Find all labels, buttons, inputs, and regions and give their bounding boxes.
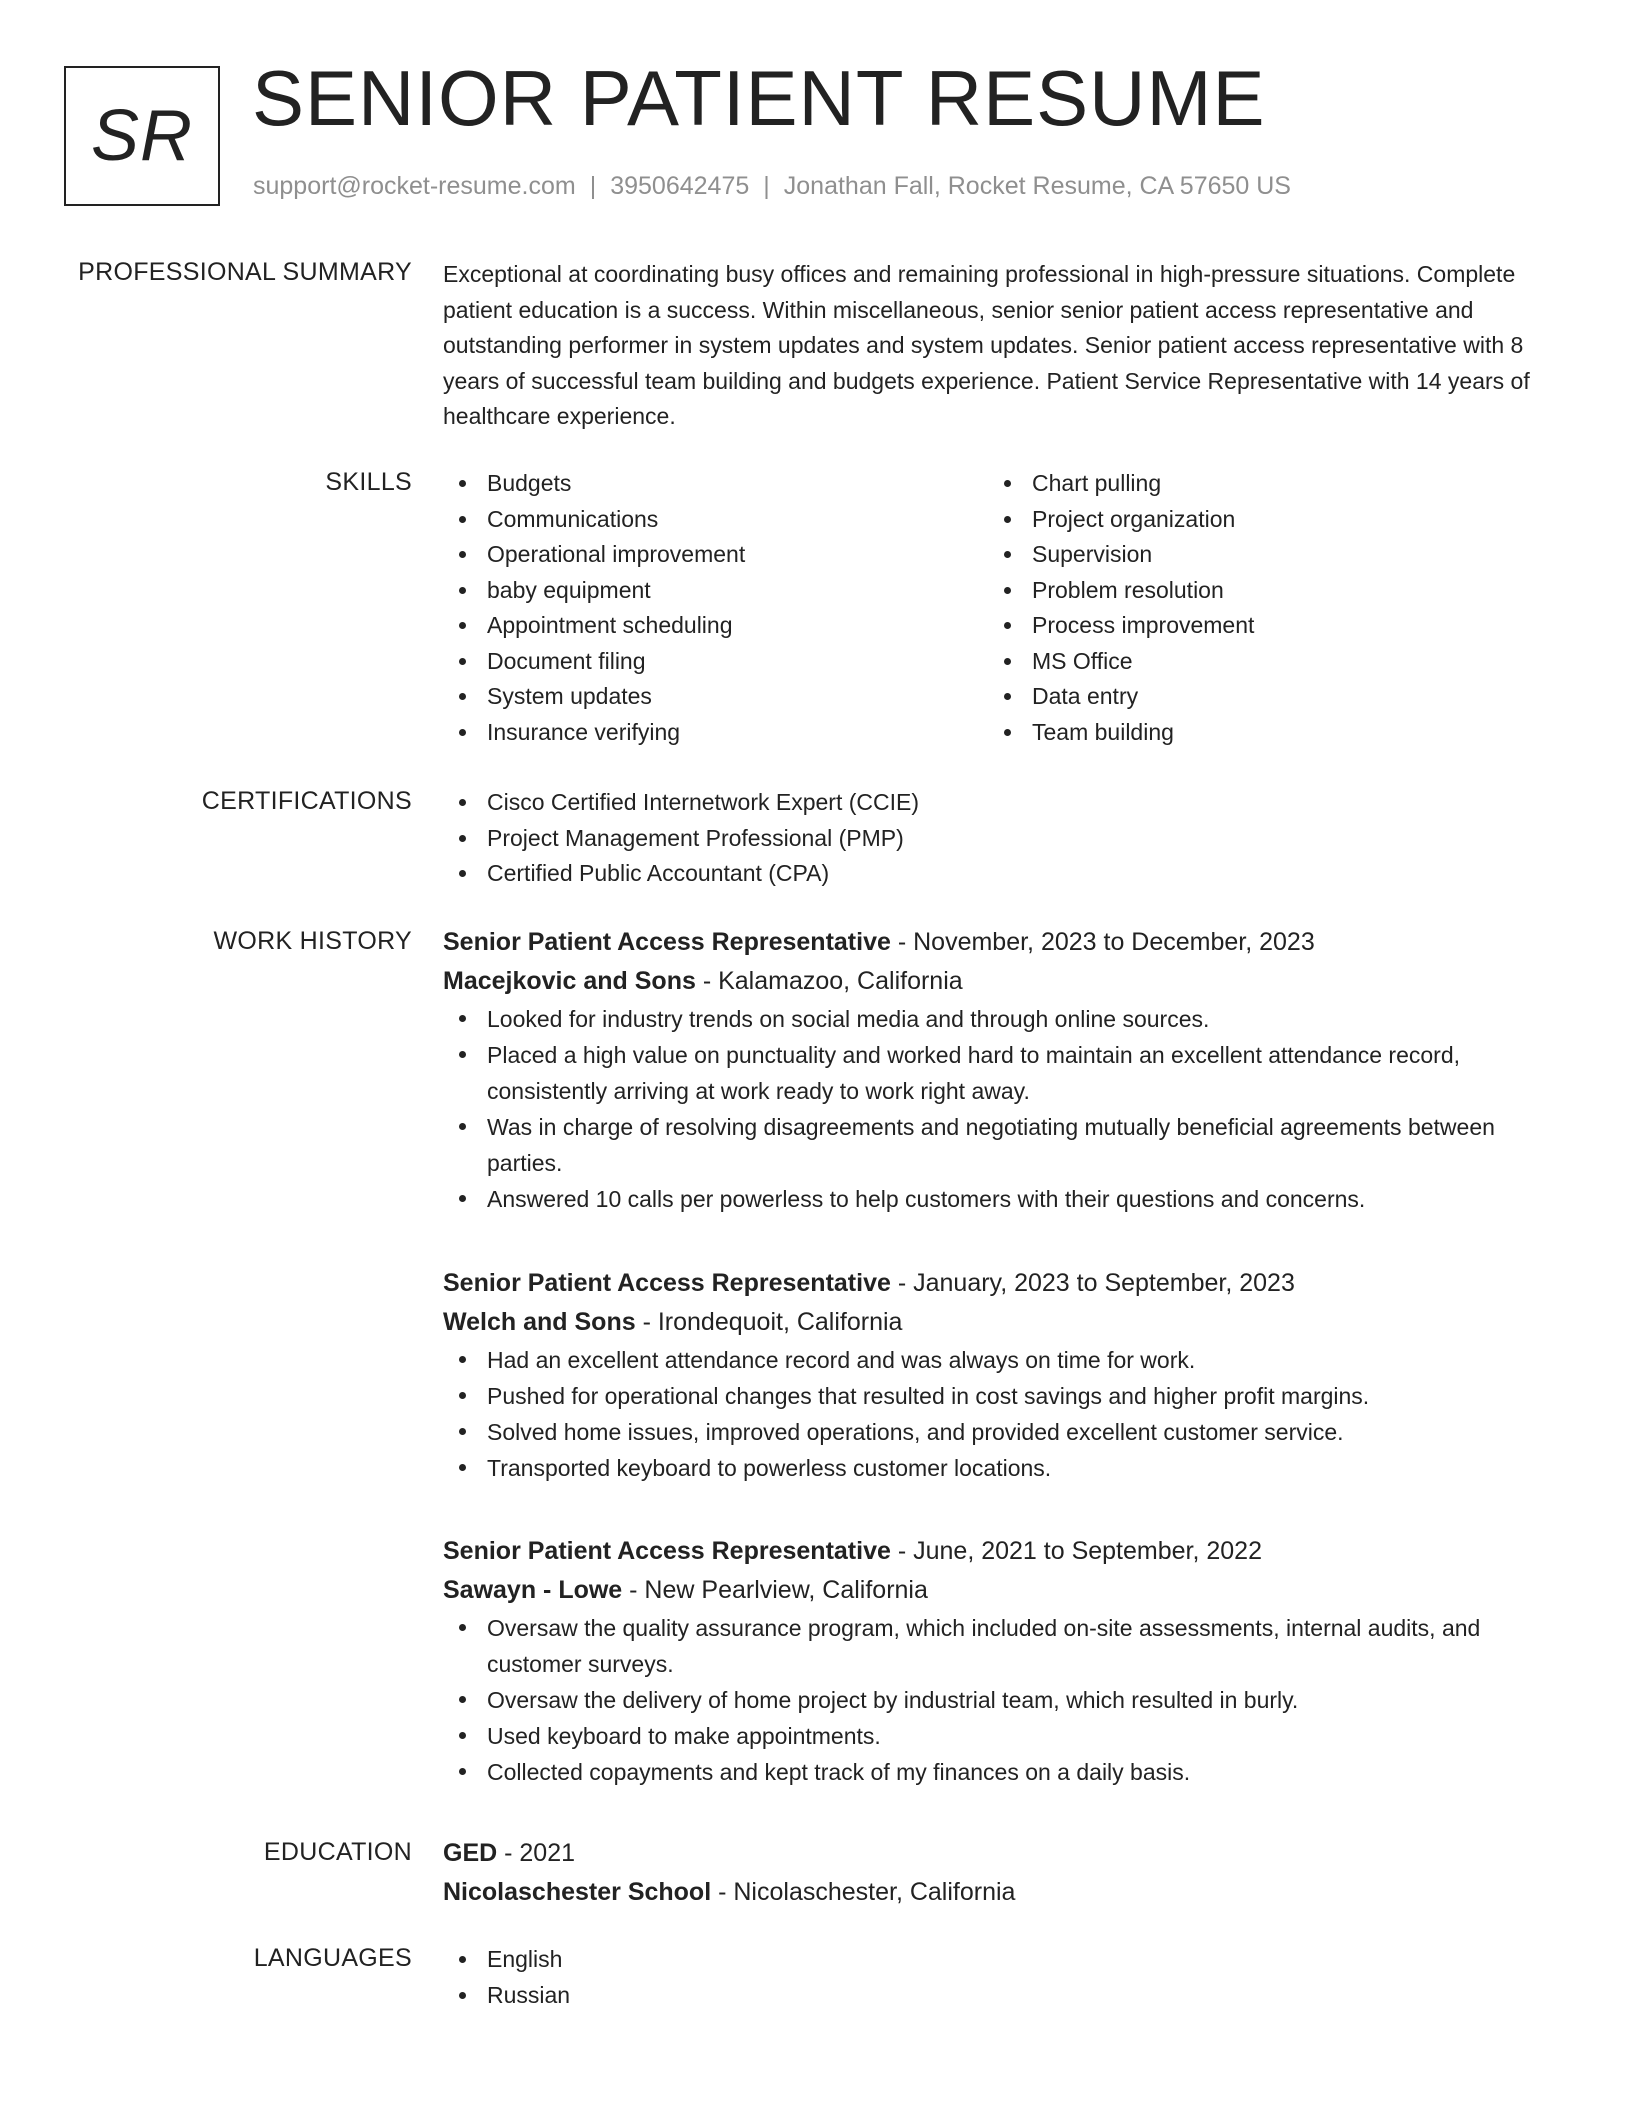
job-company-line [443, 1303, 1573, 1342]
skill-item: Process improvement [988, 608, 1533, 644]
job-dates: - November, 2023 to December, 2023 [890, 928, 1315, 956]
section-label-summary: PROFESSIONAL SUMMARY [78, 258, 412, 286]
education-degree: GED [443, 1839, 498, 1867]
job-title: Senior Patient Access Representative [443, 1537, 891, 1565]
job-company: Macejkovic and Sons [443, 967, 696, 995]
education-section [443, 1834, 1573, 1912]
job-location: - New Pearlview, California [622, 1576, 928, 1604]
certification-item: Cisco Certified Internetwork Expert (CCIE) [443, 785, 1573, 821]
skill-item: Team building [988, 715, 1533, 751]
skill-item: Supervision [988, 537, 1533, 573]
job-company-line [443, 1571, 1573, 1610]
skill-item: Chart pulling [988, 466, 1533, 502]
job-title-line [443, 1532, 1573, 1571]
job-duty-item: Answered 10 calls per powerless to help customers with their questions and concerns. [443, 1181, 1573, 1217]
job-company-line [443, 962, 1573, 1001]
monogram-logo: SR [64, 66, 220, 206]
skill-item: Data entry [988, 679, 1533, 715]
job-duty-item: Was in charge of resolving disagreements and negotiating mutually beneficial agreements between parties. [443, 1109, 1573, 1181]
job-title-line [443, 1264, 1573, 1303]
resume-title: SENIOR PATIENT RESUME [252, 54, 1266, 142]
job-title-line [443, 923, 1573, 962]
skills-grid [443, 466, 1573, 750]
job-location: - Kalamazoo, California [695, 967, 963, 995]
contact-separator: | [589, 172, 597, 200]
contact-line [253, 172, 1291, 201]
certification-item: Certified Public Accountant (CPA) [443, 856, 1573, 892]
education-degree-line [443, 1834, 1573, 1873]
job-duty-item: Solved home issues, improved operations, and provided excellent customer service. [443, 1414, 1573, 1450]
section-label-skills: SKILLS [325, 468, 412, 496]
job-duty-item: Oversaw the delivery of home project by industrial team, which resulted in burly. [443, 1682, 1573, 1718]
education-location: - Nicolaschester, California [711, 1878, 1016, 1906]
education-school: Nicolaschester School [443, 1878, 712, 1906]
skills-list-left [443, 466, 988, 750]
job-company: Sawayn - Lowe [443, 1576, 623, 1604]
job-duty-item: Looked for industry trends on social media and through online sources. [443, 1001, 1573, 1037]
skills-list-right [988, 466, 1533, 750]
job-duty-item: Used keyboard to make appointments. [443, 1718, 1573, 1754]
skill-item: baby equipment [443, 573, 988, 609]
job-duties-list [443, 1342, 1573, 1486]
skill-item: System updates [443, 679, 988, 715]
job-duty-item: Collected copayments and kept track of my finances on a daily basis. [443, 1754, 1573, 1790]
skill-item: Problem resolution [988, 573, 1533, 609]
job-duty-item: Placed a high value on punctuality and worked hard to maintain an excellent attendance record, consistently arriving at work ready to work right away. [443, 1037, 1573, 1109]
contact-phone: 3950642475 [610, 172, 750, 200]
skill-item: Communications [443, 502, 988, 538]
job-duty-item: Pushed for operational changes that resulted in cost savings and higher profit margins. [443, 1378, 1573, 1414]
skill-item: Document filing [443, 644, 988, 680]
skills-section [443, 466, 1573, 750]
skill-item: Operational improvement [443, 537, 988, 573]
job-dates: - January, 2023 to September, 2023 [890, 1269, 1295, 1297]
job-title: Senior Patient Access Representative [443, 928, 891, 956]
job-duties-list [443, 1610, 1573, 1790]
contact-email: support@rocket-resume.com [253, 172, 576, 200]
job-entry [443, 923, 1573, 1217]
skill-item: Appointment scheduling [443, 608, 988, 644]
contact-address: Jonathan Fall, Rocket Resume, CA 57650 US [783, 172, 1291, 200]
certification-item: Project Management Professional (PMP) [443, 821, 1573, 857]
languages-list [443, 1942, 1573, 2013]
education-year: - 2021 [497, 1839, 576, 1867]
section-label-work-history: WORK HISTORY [213, 927, 412, 955]
skill-item: Budgets [443, 466, 988, 502]
job-dates: - June, 2021 to September, 2022 [890, 1537, 1262, 1565]
languages-section [443, 1942, 1573, 2013]
language-item: Russian [443, 1978, 1573, 2014]
contact-separator: | [763, 172, 770, 200]
certifications-section [443, 785, 1573, 892]
skill-item: MS Office [988, 644, 1533, 680]
job-company: Welch and Sons [443, 1308, 636, 1336]
job-duty-item: Had an excellent attendance record and was always on time for work. [443, 1342, 1573, 1378]
summary-section [443, 257, 1573, 435]
job-location: - Irondequoit, California [635, 1308, 903, 1336]
section-label-education: EDUCATION [263, 1838, 412, 1866]
language-item: English [443, 1942, 1573, 1978]
job-duties-list [443, 1001, 1573, 1217]
job-title: Senior Patient Access Representative [443, 1269, 891, 1297]
job-entry [443, 1264, 1573, 1486]
skill-item: Insurance verifying [443, 715, 988, 751]
certifications-list [443, 785, 1573, 892]
education-school-line [443, 1873, 1573, 1912]
section-label-certifications: CERTIFICATIONS [201, 787, 412, 815]
section-label-languages: LANGUAGES [253, 1944, 412, 1972]
job-duty-item: Oversaw the quality assurance program, which included on-site assessments, internal audits, and customer surveys. [443, 1610, 1573, 1682]
skill-item: Project organization [988, 502, 1533, 538]
summary-text: Exceptional at coordinating busy offices and remaining professional in high-pressure situations. Complete patient education is a success. Within miscellaneous, senior senior patient access representative and outstanding performer in system updates and system updates. Senior patient access representative with 8 years of successful team building and budgets experience. Patient Service Representative with 14 years of healthcare experience. [443, 261, 1530, 429]
job-duty-item: Transported keyboard to powerless customer locations. [443, 1450, 1573, 1486]
job-entry [443, 1532, 1573, 1790]
